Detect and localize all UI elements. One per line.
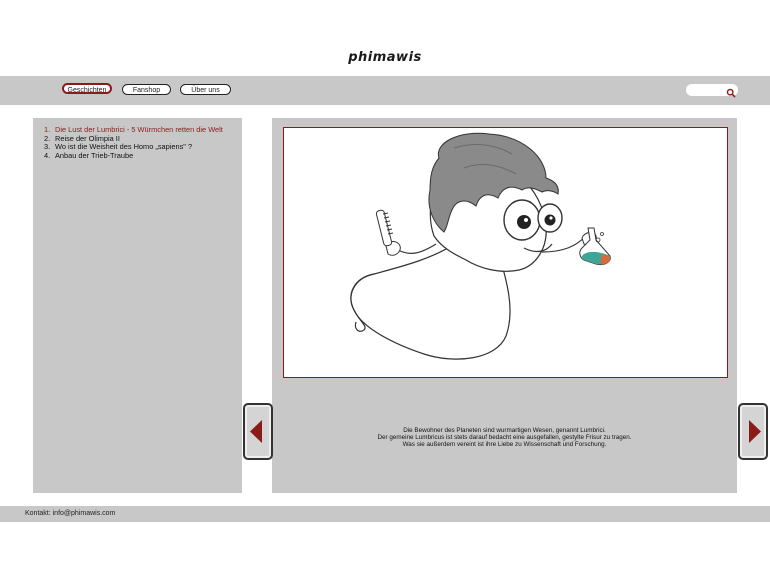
story-sidebar	[33, 118, 242, 493]
previous-page-button[interactable]	[243, 403, 273, 460]
story-title: Reise der Olimpia II	[55, 133, 120, 143]
next-page-button[interactable]	[738, 403, 768, 460]
story-caption: Die Bewohner des Planeten sind wurmartigen Wesen, genannt Lumbrici. Der gemeine Lumbricus ist stets darauf bedacht eine ausgefallen, gestylte Frisur zu tragen. Was sie außerdem vereint ist ihre Liebe zu Wissenschaft und Forschung.	[377, 427, 632, 448]
nav-button-geschichten[interactable]: Geschichten	[62, 83, 112, 94]
story-item-4[interactable]: 4. Anbau der Trieb-Traube	[44, 150, 134, 160]
story-title: Wo ist die Weisheit des Homo „sapiens" ?	[55, 142, 193, 151]
story-item-2[interactable]: 2. Reise der Olimpia II	[44, 133, 120, 143]
story-list	[44, 126, 223, 160]
site-logo[interactable]: phimawis	[348, 50, 422, 65]
story-item-3[interactable]: 3. Wo ist die Weisheit des Homo „sapiens" ?	[44, 142, 193, 151]
story-item-1[interactable]: 1. Die Lust der Lumbrici - 5 Würmchen retten die Welt	[44, 125, 223, 134]
worm-scientist-illustration	[283, 127, 728, 378]
search-box	[686, 84, 738, 96]
navigation-bar	[0, 76, 770, 105]
footer-contact[interactable]: Kontakt: info@phimawis.com	[25, 510, 116, 517]
story-title: Die Lust der Lumbrici - 5 Würmchen retten die Welt	[55, 125, 223, 134]
nav-button-fanshop[interactable]: Fanshop	[122, 84, 171, 95]
search-input[interactable]	[690, 85, 726, 95]
story-title: Anbau der Trieb-Traube	[55, 150, 134, 160]
nav-button-ueber-uns[interactable]: Über uns	[180, 84, 231, 95]
search-icon[interactable]	[726, 85, 736, 95]
footer-bar	[0, 506, 770, 522]
